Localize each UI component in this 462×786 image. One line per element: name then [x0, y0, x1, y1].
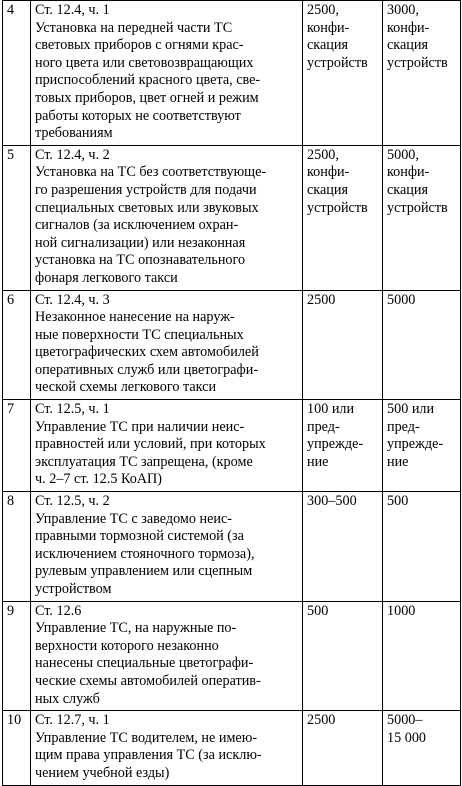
- fine-amount-line: скация: [387, 181, 428, 198]
- table-row: [3, 711, 461, 785]
- offense-cell: [31, 145, 303, 290]
- offense-cell: [31, 290, 303, 400]
- row-number: 4: [3, 1, 31, 146]
- fine-amount-line: 300–500: [307, 493, 357, 510]
- fine-amount-cell: [303, 492, 383, 602]
- offense-description-line: Управление ТС, на наружные по-: [35, 620, 237, 637]
- fine-amount-line: конфи-: [387, 164, 430, 181]
- offense-description-line: ного цвета или световозвращающих: [35, 54, 254, 71]
- offense-description-line: Установка на ТС без соответствующе-: [35, 164, 267, 181]
- fine-amount-cell: [303, 711, 383, 785]
- offense-description-line: ной сигнализации) или незаконная: [35, 234, 246, 251]
- offense-description-line: Установка на передней части ТС: [35, 19, 233, 36]
- fine-amount-line: конфи-: [307, 164, 350, 181]
- offense-description-line: эксплуатация ТС запрещена, (кроме: [35, 453, 253, 470]
- fine-amount-line: 15 000: [387, 729, 427, 746]
- fine-amount-line: 2500,: [307, 2, 339, 18]
- table-row: [3, 1, 461, 146]
- fine-amount-line: ние: [387, 453, 409, 470]
- fine-amount-cell: [303, 290, 383, 400]
- fine-amount-line: 5000,: [387, 146, 419, 163]
- offense-description-line: специальных световых или звуковых: [35, 199, 259, 216]
- fine-amount-line: устройств: [307, 199, 368, 216]
- fine-amount-cell-alt: [383, 492, 461, 602]
- offense-description-line: нанесены специальные цветографи-: [35, 655, 254, 672]
- fine-amount-cell-alt: [383, 601, 461, 711]
- offense-description-line: Управление ТС водителем, не имею-: [35, 729, 258, 746]
- fine-amount-line: упрежде-: [307, 436, 364, 453]
- fine-amount-line: устройств: [387, 54, 448, 71]
- fine-amount-line: скация: [307, 37, 348, 54]
- row-number: 6: [3, 290, 31, 400]
- row-number: 8: [3, 492, 31, 602]
- offense-description-line: ческой схемы легкового такси: [35, 379, 217, 396]
- fine-amount-cell-alt: [383, 1, 461, 146]
- offense-cell: [31, 711, 303, 785]
- offense-description-line: го разрешения устройств для подачи: [35, 181, 257, 198]
- fine-amount-cell-alt: [383, 145, 461, 290]
- table-row: [3, 492, 461, 602]
- offense-cell: [31, 1, 303, 146]
- fine-amount-line: 2500: [307, 712, 336, 729]
- fine-amount-line: 100 или: [307, 401, 355, 418]
- offense-description-line: правными тормозной системой (за: [35, 528, 244, 545]
- fine-amount-line: 500: [387, 493, 409, 510]
- article-reference: Ст. 12.5, ч. 2: [35, 493, 110, 510]
- offense-description-line: рулевым управлением или сцепным: [35, 563, 253, 580]
- offense-cell: [31, 492, 303, 602]
- offense-description-line: ных служб: [35, 690, 100, 707]
- offense-description-line: верхности которого незаконно: [35, 637, 219, 654]
- offense-description-line: исключением стояночного тормоза),: [35, 545, 255, 562]
- table-row: [3, 290, 461, 400]
- fines-table-body: [3, 1, 461, 786]
- offense-description-line: цветографических схем автомобилей: [35, 344, 259, 361]
- fine-amount-line: ние: [307, 453, 329, 470]
- offense-description-line: ческие схемы автомобилей оператив-: [35, 672, 261, 689]
- row-number: 5: [3, 145, 31, 290]
- fine-amount-cell: [303, 601, 383, 711]
- fine-amount-cell-alt: [383, 711, 461, 785]
- offense-description-line: Управление ТС с заведомо неис-: [35, 510, 233, 527]
- offense-description-line: световых приборов с огнями крас-: [35, 37, 244, 54]
- article-reference: Ст. 12.5, ч. 1: [35, 401, 110, 418]
- fine-amount-line: 500: [307, 602, 329, 619]
- fine-amount-line: 500 или: [387, 401, 435, 418]
- offense-description-line: товых приборов, цвет огней и режим: [35, 89, 259, 106]
- offense-description-line: ч. 2–7 ст. 12.5 КоАП): [35, 471, 163, 488]
- offense-description-line: Незаконное нанесение на наруж-: [35, 309, 235, 326]
- row-number: 9: [3, 601, 31, 711]
- offense-description-line: ные поверхности ТС специальных: [35, 326, 244, 343]
- offense-description-line: установка на ТС опознавательного: [35, 252, 246, 269]
- article-reference: Ст. 12.6: [35, 602, 82, 619]
- offense-description-line: работы которых не соответствуют: [35, 107, 241, 124]
- offense-description-line: правностей или условий, при которых: [35, 436, 266, 453]
- offense-description-line: фонаря легкового такси: [35, 269, 178, 286]
- table-row: [3, 400, 461, 492]
- fine-amount-cell: [303, 1, 383, 146]
- fine-amount-line: скация: [307, 181, 348, 198]
- fines-table: [2, 0, 461, 786]
- fine-amount-line: 5000–: [387, 712, 423, 729]
- offense-description-line: приспособлений красного цвета, све-: [35, 72, 261, 89]
- fine-amount-cell: [303, 400, 383, 492]
- table-row: [3, 145, 461, 290]
- offense-description-line: оперативных служб или цветографи-: [35, 361, 259, 378]
- fine-amount-line: конфи-: [307, 19, 350, 36]
- fine-amount-line: пред-: [387, 418, 420, 435]
- offense-description-line: устройством: [35, 581, 112, 597]
- fine-amount-line: устройств: [387, 199, 448, 216]
- row-number: 10: [3, 711, 31, 785]
- offense-cell: [31, 400, 303, 492]
- fine-amount-line: 3000,: [387, 2, 419, 18]
- fine-amount-cell: [303, 145, 383, 290]
- fine-amount-line: 2500: [307, 291, 336, 308]
- fine-amount-line: устройств: [307, 54, 368, 71]
- article-reference: Ст. 12.4, ч. 2: [35, 146, 110, 163]
- offense-description-line: сигналов (за исключением охран-: [35, 217, 239, 234]
- fine-amount-line: 2500,: [307, 146, 339, 163]
- article-reference: Ст. 12.7, ч. 1: [35, 712, 110, 729]
- offense-description-line: требованиям: [35, 125, 113, 142]
- fine-amount-line: упрежде-: [387, 436, 444, 453]
- fine-amount-line: 1000: [387, 602, 416, 619]
- row-number: 7: [3, 400, 31, 492]
- article-reference: Ст. 12.4, ч. 1: [35, 2, 110, 18]
- offense-cell: [31, 601, 303, 711]
- fine-amount-line: скация: [387, 37, 428, 54]
- fine-amount-cell-alt: [383, 290, 461, 400]
- offense-description-line: чением учебной езды): [35, 764, 170, 781]
- offense-description-line: щим права управления ТС (за исклю-: [35, 747, 262, 764]
- fine-amount-cell-alt: [383, 400, 461, 492]
- offense-description-line: Управление ТС при наличии неис-: [35, 418, 245, 435]
- article-reference: Ст. 12.4, ч. 3: [35, 291, 110, 308]
- table-row: [3, 601, 461, 711]
- fine-amount-line: пред-: [307, 418, 340, 435]
- fine-amount-line: 5000: [387, 291, 416, 308]
- fine-amount-line: конфи-: [387, 19, 430, 36]
